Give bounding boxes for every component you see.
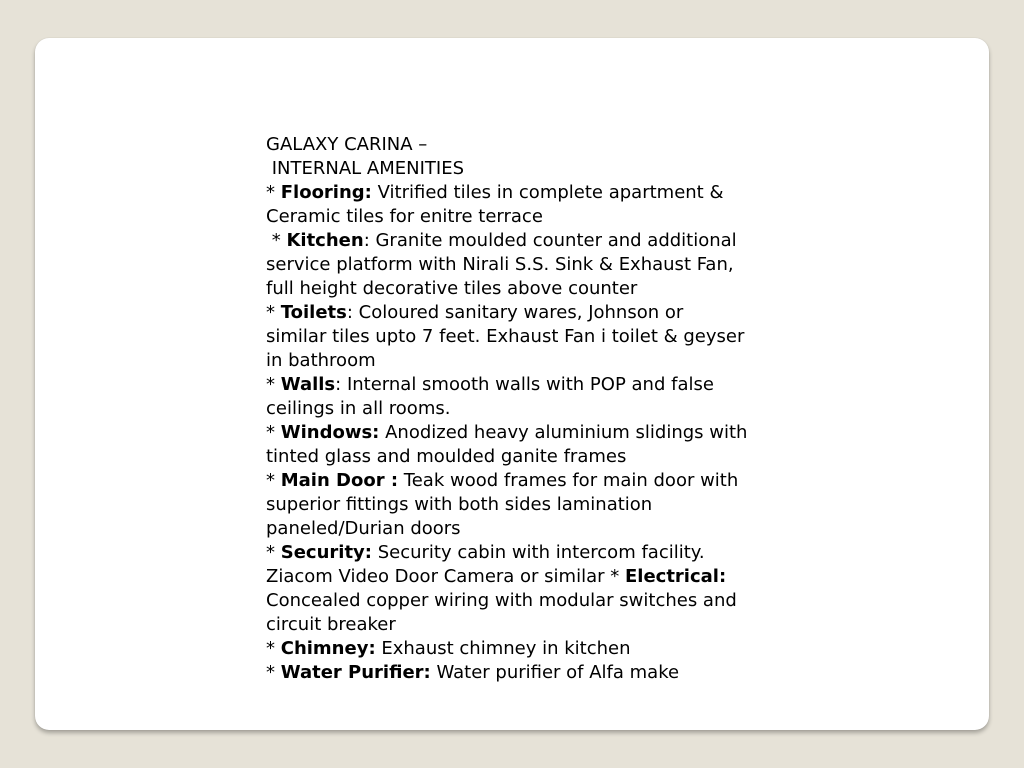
amenity-water-purifier [266,661,826,685]
amenity-text: Water purifier of Alfa make [430,662,680,683]
amenity-electrical [266,565,826,589]
amenity-walls [266,373,826,397]
amenity-label: Chimney: [280,638,376,659]
amenity-text: superior fittings with both sides lamination [266,494,653,515]
amenity-text: Teak wood frames for main door with [398,470,739,491]
amenity-windows [266,421,826,445]
amenity-text: in bathroom [266,350,376,371]
amenity-text: Exhaust chimney in kitchen [375,638,631,659]
amenity-label: Electrical: [624,566,727,587]
amenity-text: paneled/Durian doors [266,518,461,539]
amenities-text-block [266,133,826,685]
bullet: * [266,470,281,491]
amenity-text: circuit breaker [266,614,396,635]
slide-subtitle: INTERNAL AMENITIES [266,158,464,179]
amenity-text: : Internal smooth walls with POP and false [335,374,714,395]
amenity-label: Toilets [280,302,347,323]
amenity-text: tinted glass and moulded ganite frames [266,446,627,467]
bullet: * [266,374,281,395]
amenity-text: service platform with Nirali S.S. Sink & Exhaust Fan, [266,254,734,275]
bullet: * [266,302,281,323]
amenity-text: Ceramic tiles for enitre terrace [266,206,543,227]
bullet: * [266,662,281,683]
amenity-text: Concealed copper wiring with modular switches and [266,590,737,611]
amenity-text: full height decorative tiles above counter [266,278,638,299]
amenity-text: : Coloured sanitary wares, Johnson or [346,302,684,323]
bullet: * [266,182,281,203]
amenity-text: : Granite moulded counter and additional [363,230,737,251]
amenity-text: Anodized heavy aluminium slidings with [379,422,748,443]
slide-title: GALAXY CARINA – [266,134,428,155]
amenity-text: Vitrified tiles in complete apartment & [371,182,724,203]
amenity-chimney [266,637,826,661]
amenity-text: similar tiles upto 7 feet. Exhaust Fan i toilet & geyser [266,326,745,347]
bullet: * [266,638,281,659]
amenity-text: ceilings in all rooms. [266,398,451,419]
amenity-label: Windows: [280,422,380,443]
amenity-kitchen [266,229,826,253]
amenity-label: Kitchen [286,230,364,251]
bullet: * [266,230,287,251]
amenity-security [266,541,826,565]
amenity-text: Ziacom Video Door Camera or similar * [266,566,625,587]
amenity-main-door [266,469,826,493]
bullet: * [266,542,281,563]
amenity-label: Walls [280,374,336,395]
amenity-label: Security: [280,542,372,563]
amenity-text: Security cabin with intercom facility. [371,542,705,563]
amenity-label: Water Purifier: [280,662,431,683]
amenity-label: Main Door : [280,470,399,491]
bullet: * [266,422,281,443]
amenity-label: Flooring: [280,182,372,203]
amenity-toilets [266,301,826,325]
amenity-flooring [266,181,826,205]
